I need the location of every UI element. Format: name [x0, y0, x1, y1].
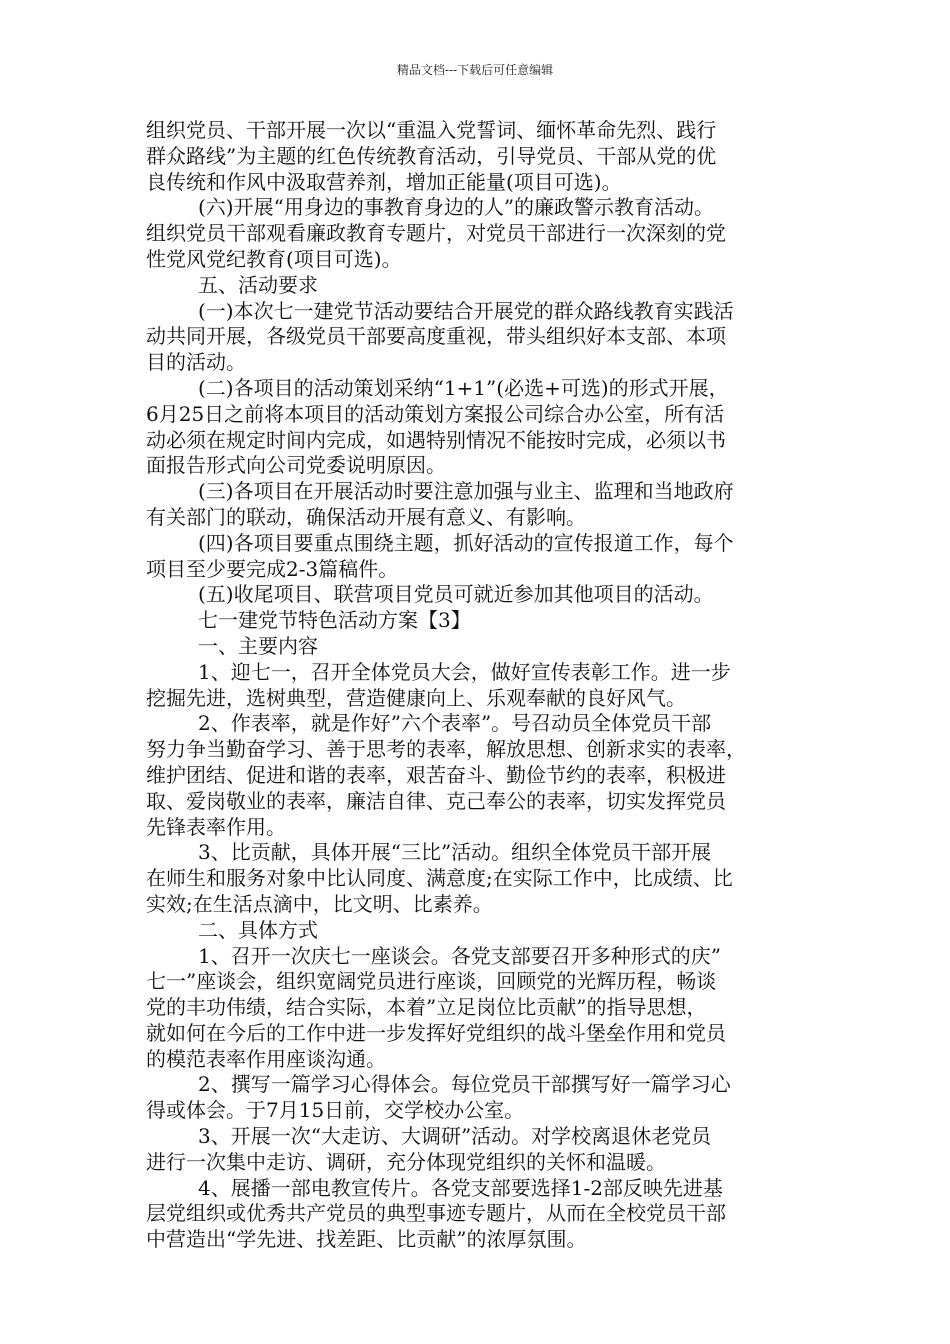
- text-line: 就如何在今后的工作中进一步发挥好党组织的战斗堡垒作用和党员: [146, 1020, 726, 1045]
- text-line: 层党组织或优秀共产党员的典型事迹专题片，从而在全校党员干部: [146, 1201, 726, 1226]
- text-line: 4、展播一部电教宣传片。各党支部要选择1-2部反映先进基: [198, 1175, 723, 1200]
- text-line: 维护团结、促进和谐的表率，艰苦奋斗、勤俭节约的表率，积极进: [146, 762, 726, 787]
- text-line: (六)开展“用身边的事教育身边的人”的廉政警示教育活动。: [198, 195, 715, 220]
- text-line: (四)各项目要重点围绕主题，抓好活动的宣传报道工作，每个: [198, 530, 734, 555]
- text-line: 3、开展一次“大走访、大调研”活动。对学校离退休老党员: [198, 1124, 712, 1149]
- text-line: 努力争当勤奋学习、善于思考的表率，解放思想、创新求实的表率，: [146, 737, 746, 762]
- text-line: 一、主要内容: [198, 633, 318, 658]
- text-line: 2、作表率，就是作好”六个表率”。号召动员全体党员干部: [198, 711, 712, 736]
- document-body: [146, 118, 810, 1253]
- text-line: 中营造出“学先进、找差距、比贡献”的浓厚氛围。: [146, 1227, 587, 1252]
- text-line: 有关部门的联动，确保活动开展有意义、有影响。: [146, 504, 586, 529]
- text-line: (五)收尾项目、联营项目党员可就近参加其他项目的活动。: [198, 582, 714, 607]
- text-line: 取、爱岗敬业的表率，廉洁自律、克己奉公的表率，切实发挥党员: [146, 788, 726, 813]
- text-line: 性党风党纪教育(项目可选)。: [146, 246, 402, 271]
- text-line: 七一建党节特色活动方案【3】: [198, 608, 471, 633]
- text-line: 得或体会。于7月15日前，交学校办公室。: [146, 1098, 525, 1123]
- page-header: 精品文档---下载后可任意编辑: [396, 63, 554, 77]
- text-line: 党的丰功伟绩，结合实际，本着”立足岗位比贡献”的指导思想，: [146, 995, 707, 1020]
- text-line: 实效;在生活点滴中，比文明、比素养。: [146, 891, 493, 916]
- text-line: 组织党员干部观看廉政教育专题片，对党员干部进行一次深刻的党: [146, 221, 726, 246]
- text-line: 面报告形式向公司党委说明原因。: [146, 453, 446, 478]
- text-line: 动共同开展，各级党员干部要高度重视，带头组织好本支部、本项: [146, 324, 726, 349]
- text-line: 二、具体方式: [198, 917, 318, 942]
- text-line: 1、召开一次庆七一座谈会。各党支部要召开多种形式的庆”: [198, 943, 721, 968]
- text-line: 五、活动要求: [198, 272, 318, 297]
- text-line: 组织党员、干部开展一次以“重温入党誓词、缅怀革命先烈、践行: [146, 118, 717, 142]
- text-line: 2、撰写一篇学习心得体会。每位党员干部撰写好一篇学习心: [198, 1072, 731, 1097]
- text-line: 的模范表率作用座谈沟通。: [146, 1046, 386, 1071]
- text-line: 挖掘先进，选树典型，营造健康向上、乐观奉献的良好风气。: [146, 685, 686, 710]
- text-line: 3、比贡献，具体开展“三比”活动。组织全体党员干部开展: [198, 840, 712, 865]
- text-line: 动必须在规定时间内完成，如遇特别情况不能按时完成，必须以书: [146, 427, 726, 452]
- text-line: 项目至少要完成2-3篇稿件。: [146, 556, 399, 581]
- text-line: (二)各项目的活动策划采纳“1+1”(必选+可选)的形式开展，: [198, 375, 729, 400]
- text-line: 群众路线”为主题的红色传统教育活动，引导党员、干部从党的优: [146, 143, 717, 168]
- text-line: 先锋表率作用。: [146, 814, 286, 839]
- text-line: 进行一次集中走访、调研，充分体现党组织的关怀和温暖。: [146, 1149, 666, 1174]
- text-line: (三)各项目在开展活动时要注意加强与业主、监理和当地政府: [198, 479, 734, 504]
- text-line: 目的活动。: [146, 350, 246, 375]
- text-line: 在师生和服务对象中比认同度、满意度;在实际工作中，比成绩、比: [146, 866, 733, 891]
- text-line: 1、迎七一，召开全体党员大会，做好宣传表彰工作。进一步: [198, 659, 731, 684]
- text-line: 七一”座谈会，组织宽阔党员进行座谈，回顾党的光辉历程，畅谈: [146, 969, 717, 994]
- text-line: 6月25日之前将本项目的活动策划方案报公司综合办公室，所有活: [146, 401, 725, 426]
- text-line: (一)本次七一建党节活动要结合开展党的群众路线教育实践活: [198, 298, 734, 323]
- text-line: 良传统和作风中汲取营养剂，增加正能量(项目可选)。: [146, 169, 622, 194]
